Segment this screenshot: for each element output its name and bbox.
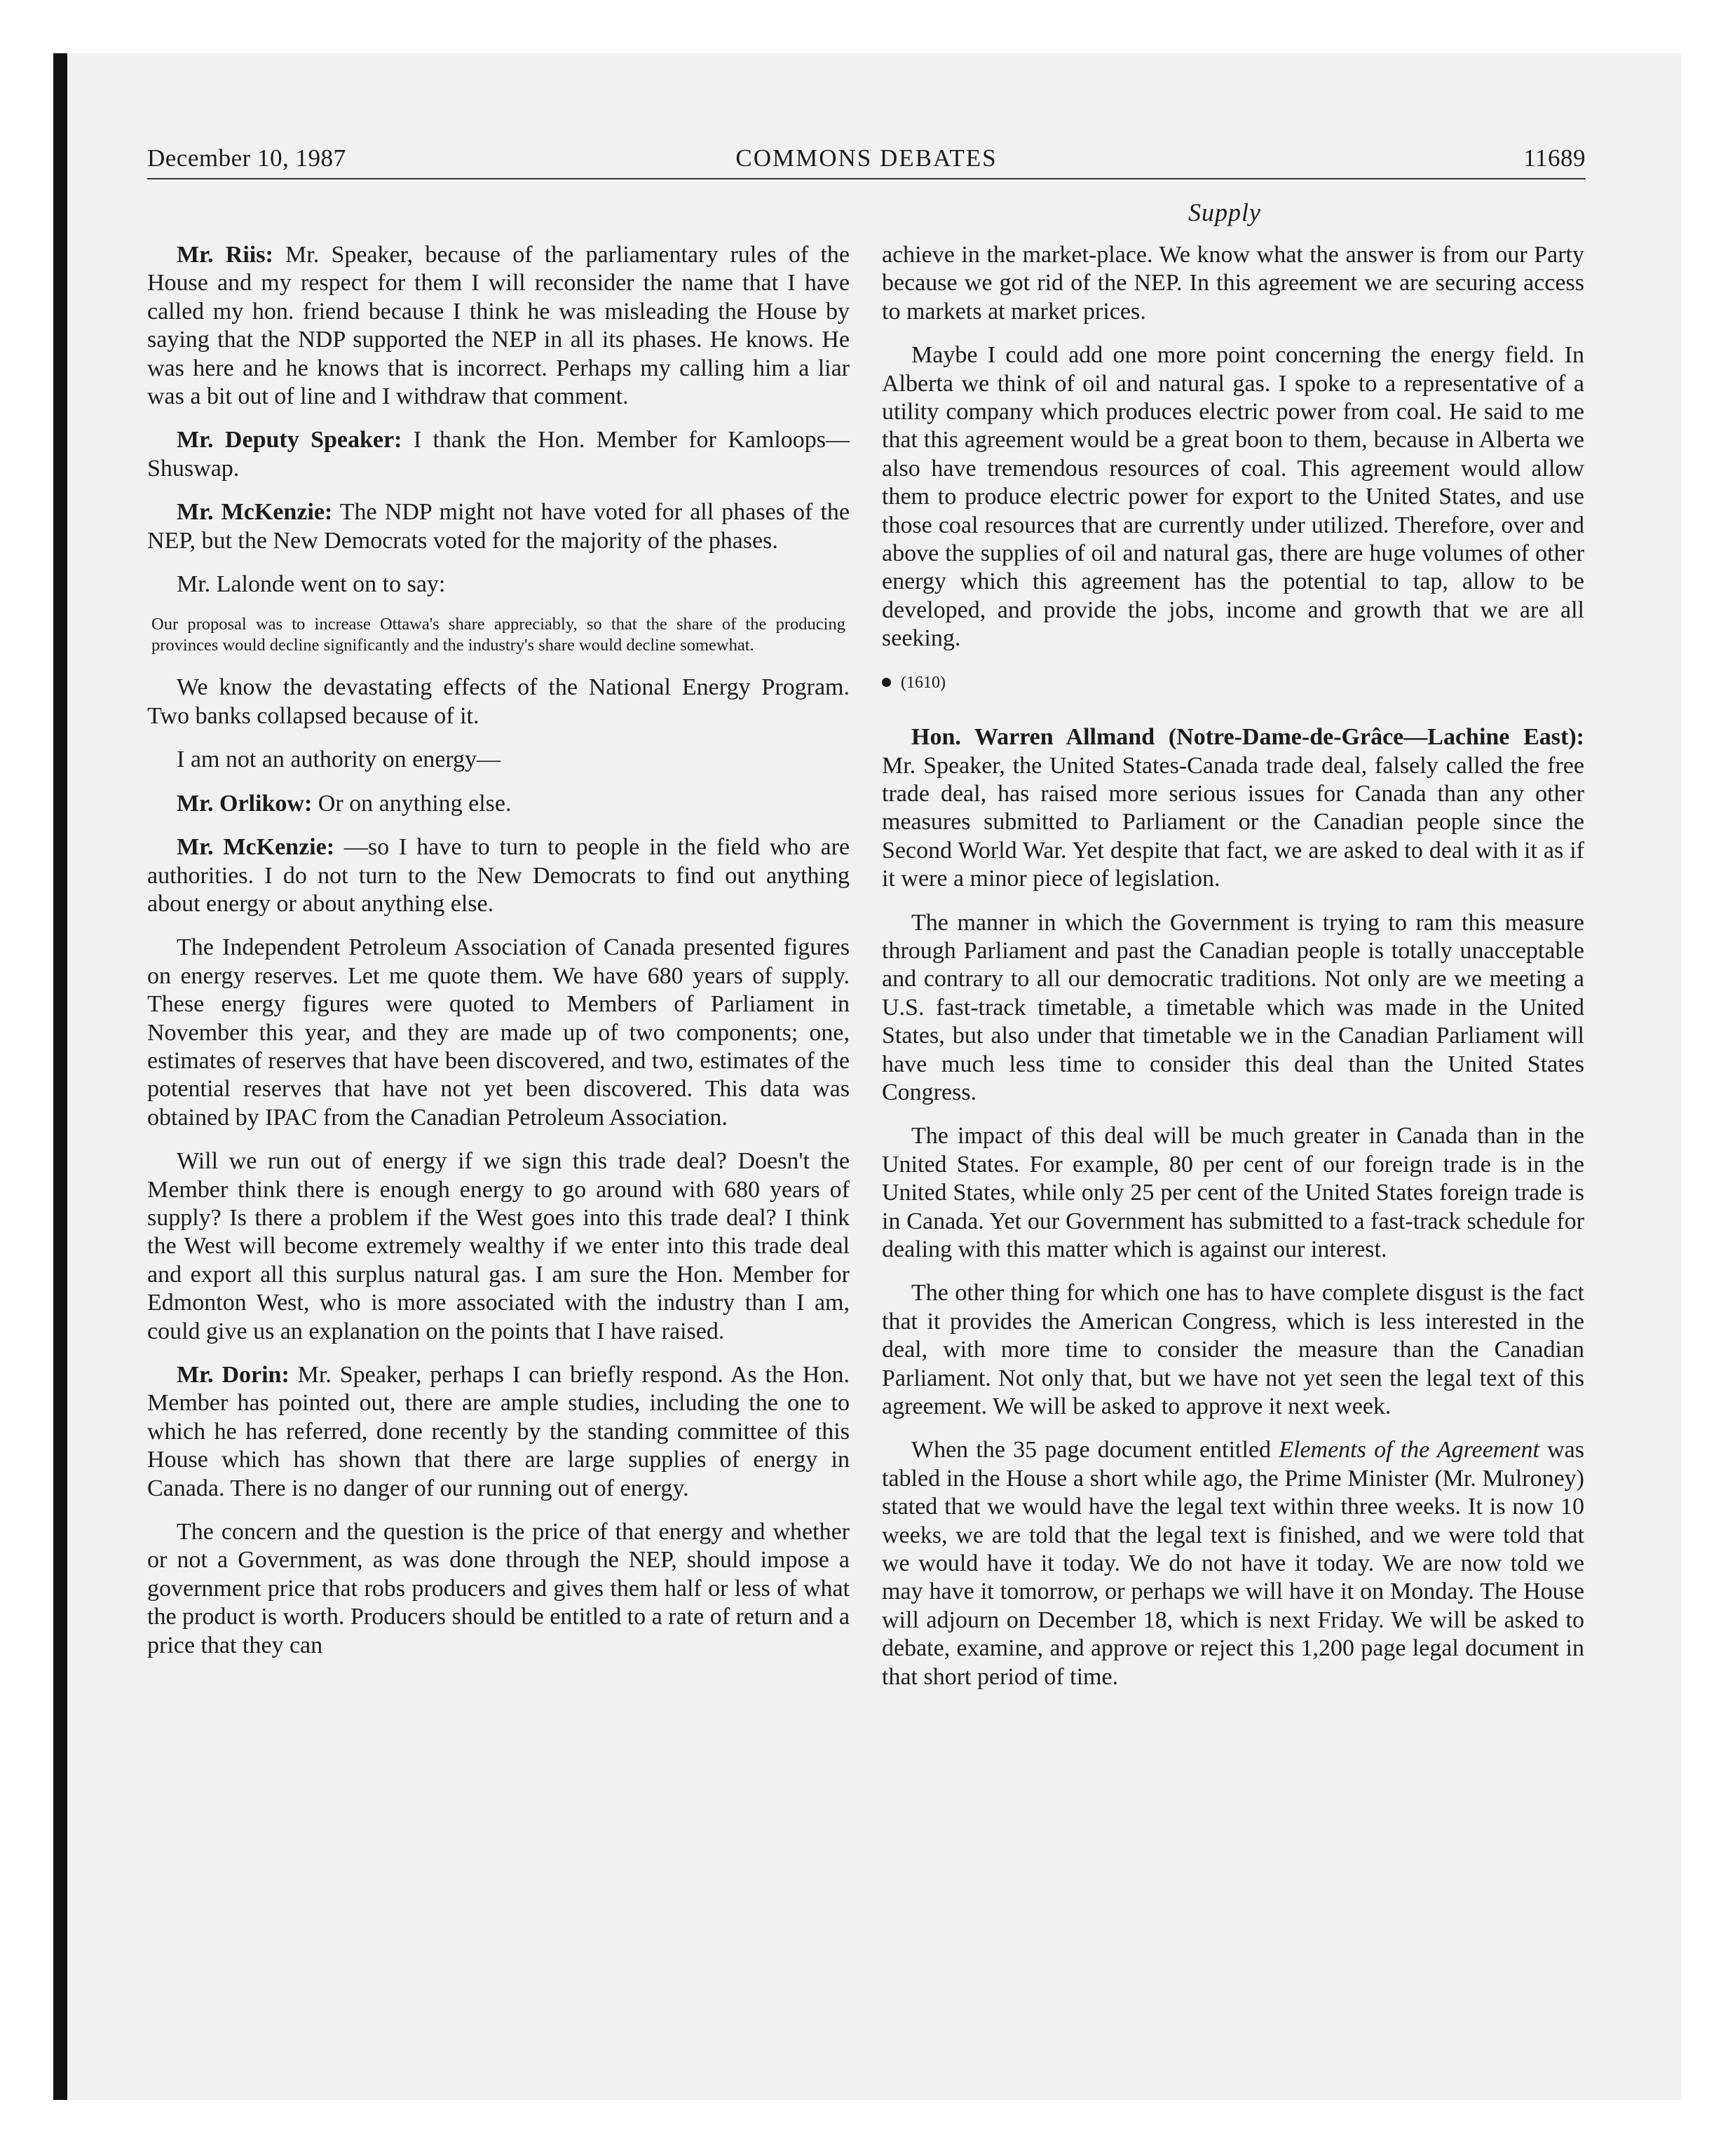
speech-text: Mr. Speaker, because of the parliamentary rules of the House and my respect for them I will reconsider the name that I have called my hon. friend because I think he was misleading the House by saying that the NDP supported the NEP in all its phases. He knows. He was here and he knows that is incorrect. Perhaps my calling him a liar was a bit out of line and I withdraw that comment.	[147, 242, 850, 410]
paragraph: I am not an authority on energy—	[177, 746, 501, 773]
speaker-name: Hon. Warren Allmand (Notre-Dame-de-Grâce—Lachine East):	[911, 724, 1584, 751]
paragraph: Will we run out of energy if we sign this trade deal? Doesn't the Member think there is enough energy to go around with 680 years of supply? Is there a problem if the West goes into this trade deal? I think the West will become extremely wealthy if we enter into this trade deal and export all this surplus natural gas. I am sure the Hon. Member for Edmonton West, who is more associated with the industry than I am, could give us an explanation on the points that I have raised.	[147, 1148, 850, 1344]
header-rule	[147, 178, 1586, 179]
paragraph	[147, 833, 850, 918]
speech-text: I thank the Hon. Member for Kamloops—Shuswap.	[147, 427, 850, 482]
speech-text: When the 35 page document entitled	[911, 1437, 1279, 1464]
speaker-name: Mr. Orlikow:	[177, 790, 313, 817]
speaker-name: Mr. Deputy Speaker:	[177, 427, 402, 453]
speech-text: The NDP might not have voted for all phases of the NEP, but the New Democrats voted for the majority of the phases.	[147, 499, 850, 554]
paragraph: We know the devastating effects of the National Energy Program. Two banks collapsed because of it.	[147, 674, 850, 729]
header-title: COMMONS DEBATES	[735, 144, 998, 172]
speaker-name: Mr. Dorin:	[177, 1362, 290, 1388]
page-number: 11689	[1523, 144, 1586, 172]
paragraph: achieve in the market-place. We know what the answer is from our Party because we got rid of the NEP. In this agreement we are securing access to markets at market prices.	[882, 242, 1584, 325]
paragraph	[882, 1436, 1584, 1691]
paragraph	[147, 790, 850, 818]
bullet-icon	[882, 678, 891, 687]
paragraph	[882, 723, 1584, 893]
paragraph: The Independent Petroleum Association of Canada presented figures on energy reserves. Let me quote them. We have 680 years of supply. These energy figures were quoted to Members of Parliament in November this year, and they are made up of two components; one, estimates of reserves that have been discovered, and two, estimates of the potential reserves that have not yet been discovered. This data was obtained by IPAC from the Canadian Petroleum Association.	[147, 934, 850, 1131]
paragraph: Mr. Lalonde went on to say:	[177, 571, 446, 598]
time-marker-text: (1610)	[901, 673, 946, 692]
document-title: Elements of the Agreement	[1279, 1437, 1539, 1464]
paragraph	[147, 1361, 850, 1503]
speaker-name: Mr. McKenzie:	[177, 834, 335, 861]
header-date: December 10, 1987	[147, 144, 346, 172]
speaker-name: Mr. Riis:	[177, 242, 273, 268]
speech-text: Mr. Speaker, the United States-Canada trade deal, falsely called the free trade deal, has raised more serious issues for Canada than any other measures submitted to Parliament or the Canadian people since the Second World War. Yet despite that fact, we are asked to deal with it as if it were a minor piece of legislation.	[882, 752, 1584, 892]
paragraph: Maybe I could add one more point concerning the energy field. In Alberta we think of oil and natural gas. I spoke to a representative of a utility company which produces electric power from coal. He said to me that this agreement would be a great boon to them, because in Alberta we also have tremendous resources of coal. This agreement would allow them to produce electric power for export to the United States, and use those coal resources that are currently under utilized. Therefore, over and above the supplies of oil and natural gas, there are huge volumes of other energy which this agreement has the potential to tap, allow to be developed, and provide the jobs, income and growth that we are all seeking.	[882, 342, 1584, 652]
paragraph: The other thing for which one has to have complete disgust is the fact that it provides the American Congress, which is less interested in the deal, with more time to consider the measure than the Canadian Parliament. Not only that, but we have not yet seen the legal text of this agreement. We will be asked to approve it next week.	[882, 1280, 1584, 1420]
paragraph: The impact of this deal will be much greater in Canada than in the United States. For example, 80 per cent of our foreign trade is in the United States, while only 25 per cent of the United States foreign trade is in Canada. Yet our Government has submitted to a fast-track schedule for dealing with this matter which is against our interest.	[882, 1123, 1584, 1262]
speech-text: Or on anything else.	[312, 790, 512, 817]
paragraph	[147, 426, 850, 483]
speech-text: Mr. Speaker, perhaps I can briefly respond. As the Hon. Member has pointed out, there are ample studies, including the one to which he has referred, done recently by the standing committee of this House which has shown that there are large supplies of energy in Canada. There is no danger of our running out of energy.	[147, 1362, 850, 1501]
scan-edge-shadow	[53, 53, 67, 2100]
paragraph: The manner in which the Government is trying to ram this measure through Parliament and past the Canadian people is totally unacceptable and contrary to all our democratic traditions. Not only are we meeting a U.S. fast-track timetable, a timetable which was made in the United States, but also under that timetable we in the Canadian Parliament will have much less time to consider this deal than the United States Congress.	[882, 909, 1584, 1105]
speech-text: —so I have to turn to people in the field who are authorities. I do not turn to the New Democrats to find out anything about energy or about anything else.	[147, 834, 850, 917]
block-quote: Our proposal was to increase Ottawa's share appreciably, so that the share of the producing provinces would decline significantly and the industry's share would decline somewhat.	[151, 615, 845, 655]
time-marker	[882, 669, 1584, 697]
running-head: Supply	[1188, 198, 1261, 226]
paragraph	[147, 241, 850, 411]
speaker-name: Mr. McKenzie:	[177, 499, 333, 526]
right-column	[882, 241, 1584, 1707]
page-header	[147, 144, 1586, 178]
paragraph: The concern and the question is the price of that energy and whether or not a Government, as was done through the NEP, should impose a government price that robs producers and gives them half or less of what the product is worth. Producers should be entitled to a rate of return and a price that they can	[147, 1519, 850, 1658]
left-column	[147, 241, 850, 1675]
paragraph	[147, 498, 850, 555]
speech-text: was tabled in the House a short while ago, the Prime Minister (Mr. Mulroney) stated that we would have the legal text within three weeks. It is now 10 weeks, we are told that the legal text is finished, and we were told that we would have it today. We do not have it today. We are now told we may have it tomorrow, or perhaps we will have it on Monday. The House will adjourn on December 18, which is next Friday. We will be asked to debate, examine, and approve or reject this 1,200 page legal document in that short period of time.	[882, 1437, 1584, 1690]
